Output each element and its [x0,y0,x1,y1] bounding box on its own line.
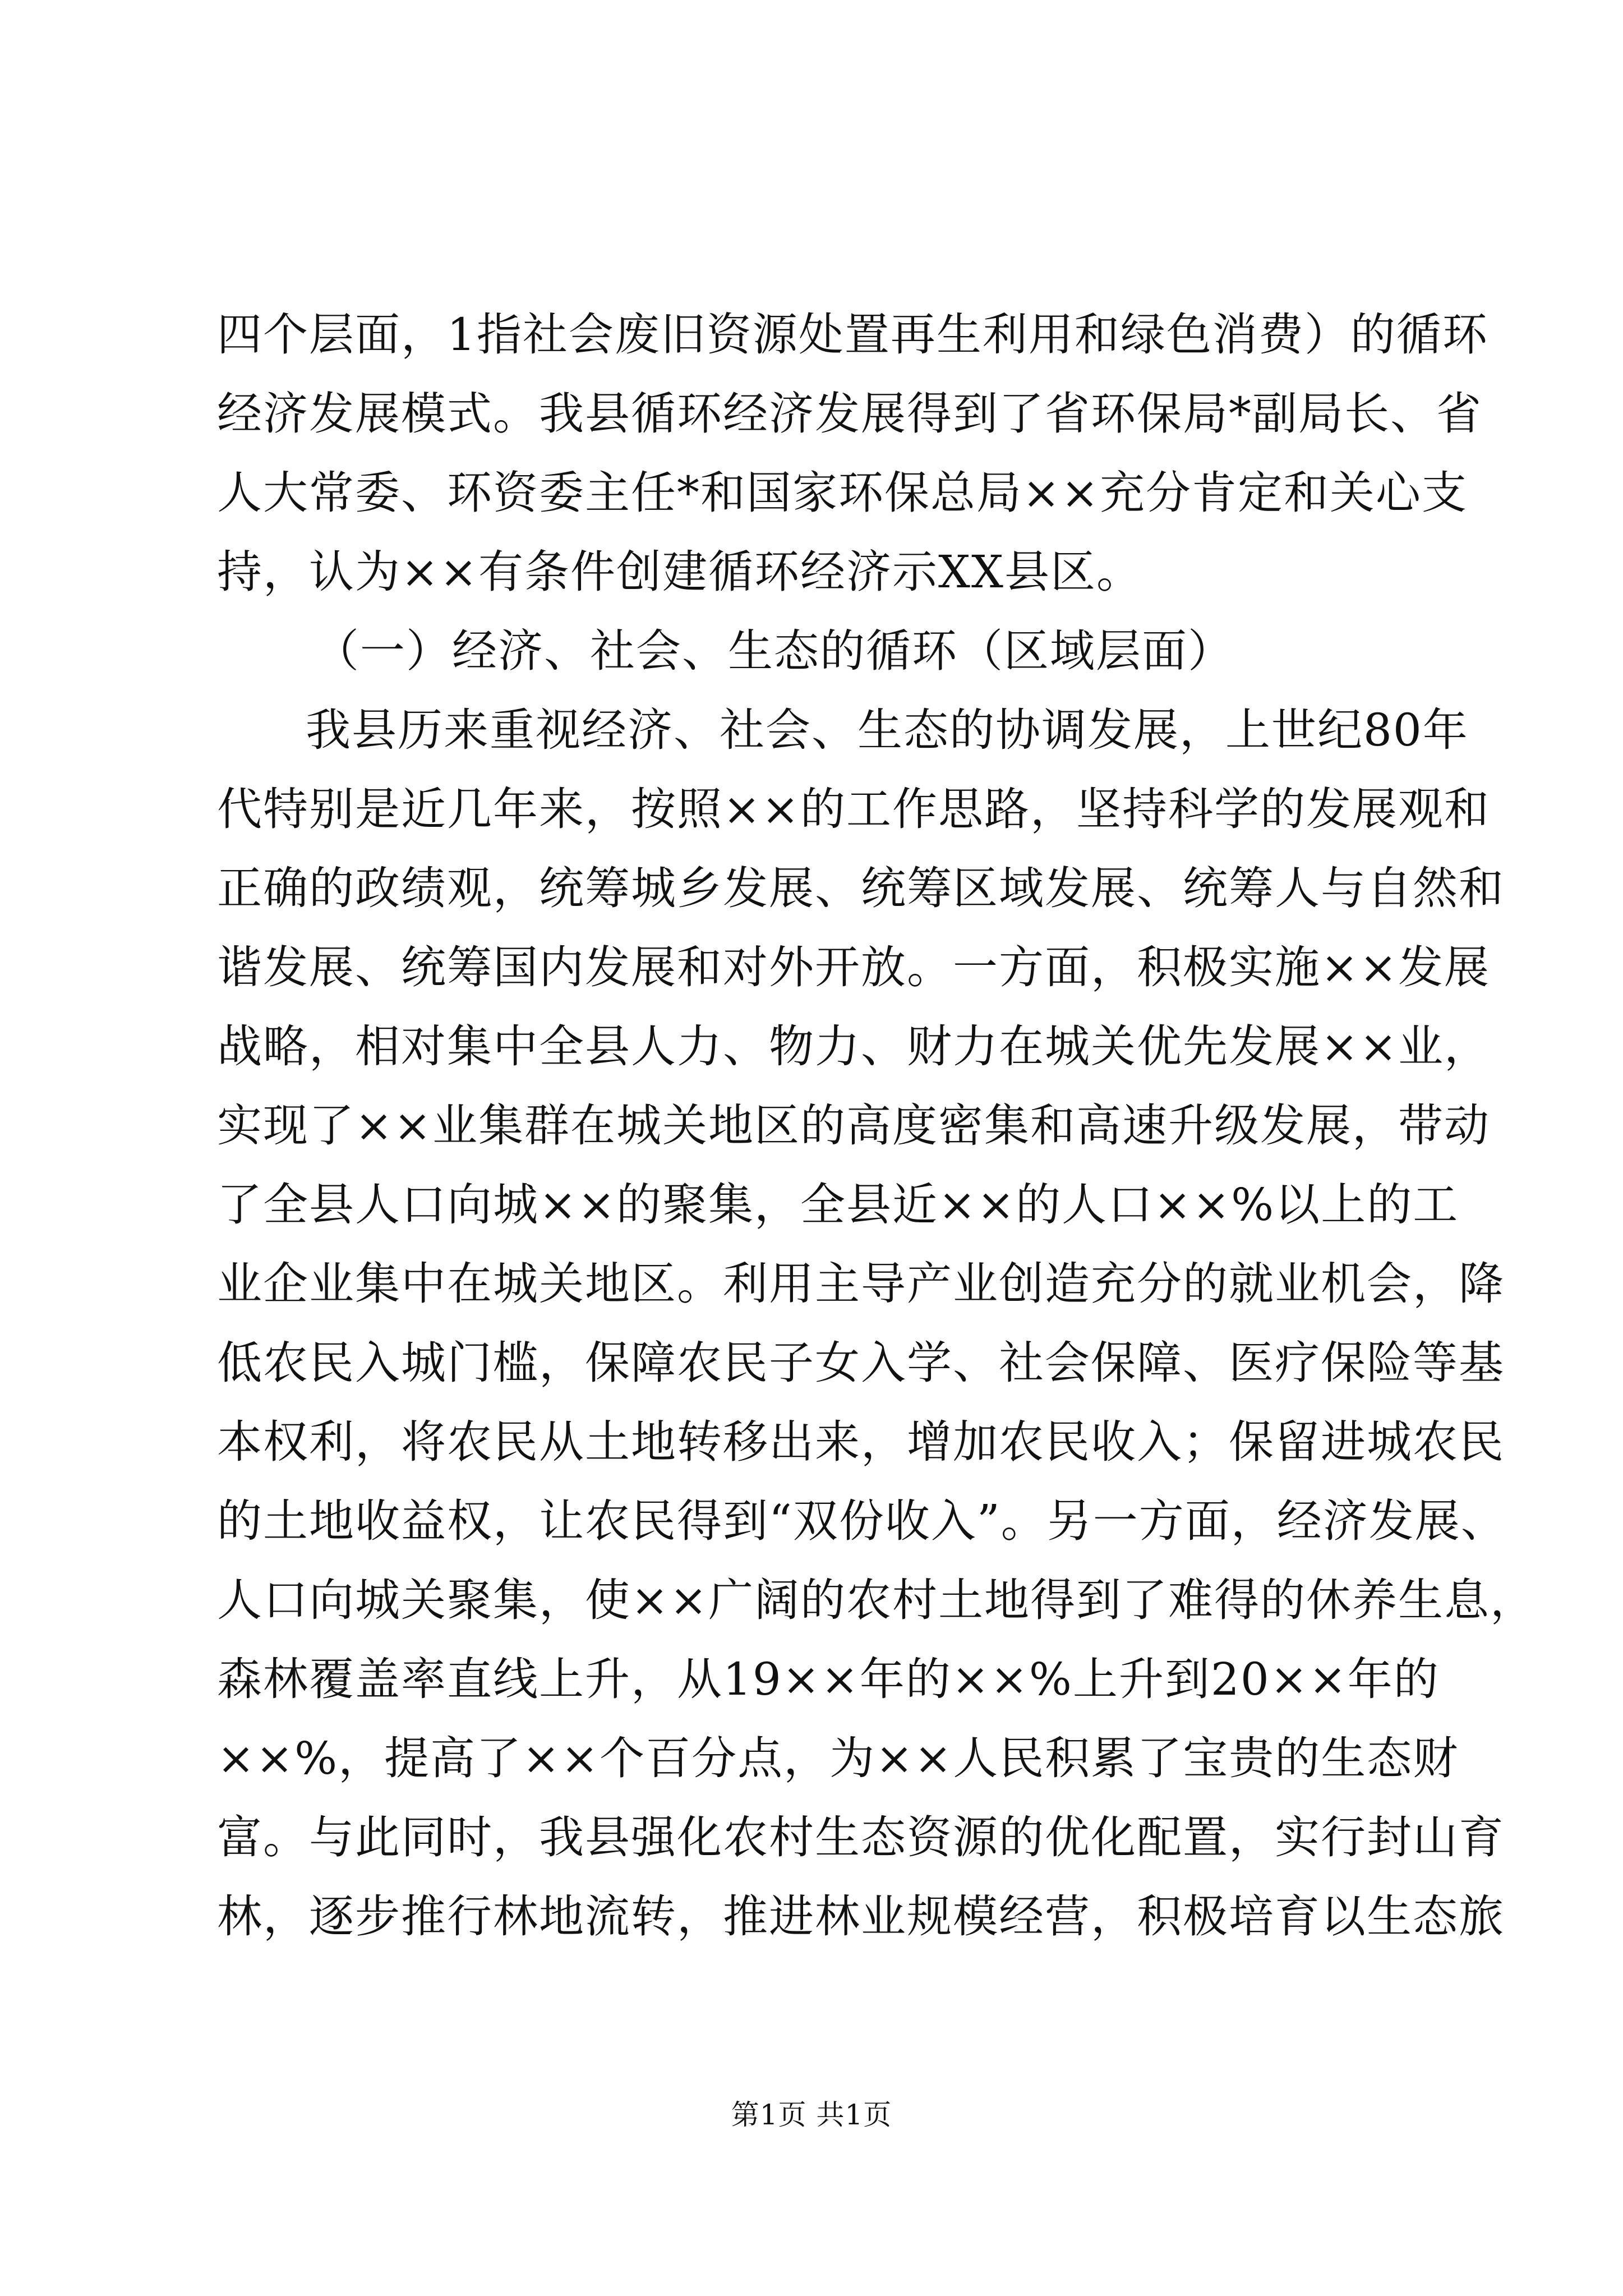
paragraph-line-9: 低农民入城门槛，保障农民子女入学、社会保障、医疗保险等基 [217,1337,1505,1389]
paragraph-line-11: 的土地收益权，让农民得到“双份收入”。另一方面，经济发展、 [217,1495,1507,1547]
paragraph-line-14: ××%，提高了××个百分点，为××人民积累了宝贵的生态财 [217,1732,1459,1784]
paragraph-line-15: 富。与此同时，我县强化农村生态资源的优化配置，实行封山育 [217,1811,1505,1864]
paragraph-line-6: 实现了××业集群在城关地区的高度密集和高速升级发展，带动 [217,1099,1491,1152]
paragraph-line-8: 业企业集中在城关地区。利用主导产业创造充分的就业机会，降 [217,1258,1505,1310]
section-heading: （一）经济、社会、生态的循环（区域层面） [314,625,1234,677]
page-footer: 第1页 共1页 [731,2099,892,2131]
paragraph-line-12: 人口向城关聚集，使××广阔的农村土地得到了难得的休养生息， [217,1574,1537,1626]
paragraph-line-1: 我县历来重视经济、社会、生态的协调发展，上世纪80年 [306,704,1469,756]
paragraph-line-7: 了全县人口向城××的聚集，全县近××的人口××%以上的工 [217,1179,1459,1231]
text-line-2: 经济发展模式。我县循环经济发展得到了省环保局*副局长、省 [217,388,1482,440]
text-line-3: 人大常委、环资委主任*和国家环保总局××充分肯定和关心支 [217,467,1468,519]
paragraph-line-10: 本权利，将农民从土地转移出来，增加农民收入；保留进城农民 [217,1416,1505,1468]
paragraph-line-5: 战略，相对集中全县人力、物力、财力在城关优先发展××业， [217,1020,1491,1073]
text-line-4: 持，认为××有条件创建循环经济示XX县区。 [217,546,1142,598]
paragraph-line-2: 代特别是近几年来，按照××的工作思路，坚持科学的发展观和 [217,783,1491,835]
paragraph-line-16: 林，逐步推行林地流转，推进林业规模经营，积极培育以生态旅 [217,1890,1505,1943]
paragraph-line-4: 谐发展、统筹国内发展和对外开放。一方面，积极实施××发展 [217,941,1491,993]
text-line-1: 四个层面，1指社会废旧资源处置再生利用和绿色消费）的循环 [217,309,1488,361]
paragraph-line-3: 正确的政绩观，统筹城乡发展、统筹区域发展、统筹人与自然和 [217,862,1505,914]
paragraph-line-13: 森林覆盖率直线上升，从19××年的××%上升到20××年的 [217,1653,1440,1705]
